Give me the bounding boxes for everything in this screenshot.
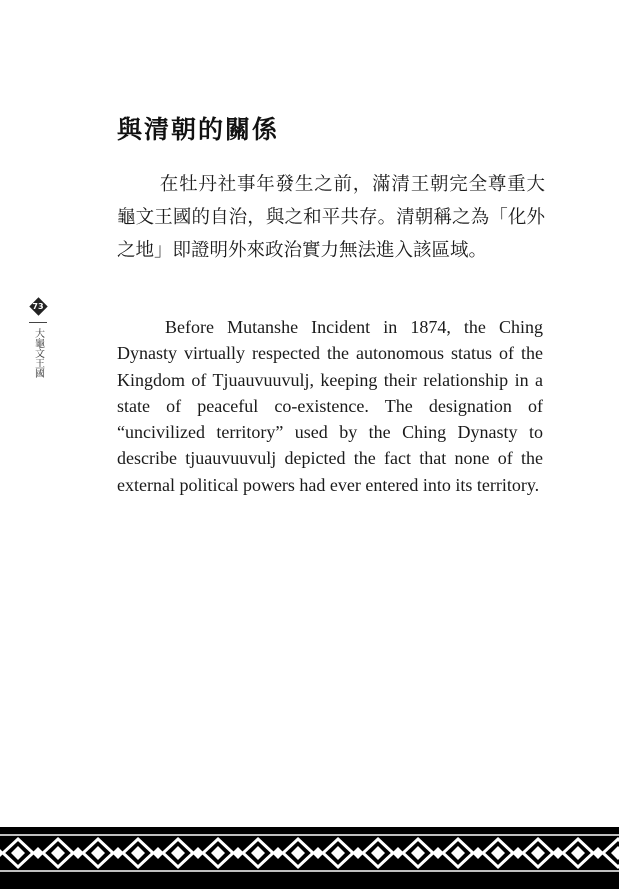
english-paragraph bbox=[117, 314, 543, 498]
diamond-border-pattern bbox=[0, 827, 619, 889]
book-title-vertical: 大龜文王國 bbox=[32, 328, 44, 378]
side-divider bbox=[29, 322, 47, 323]
chinese-paragraph bbox=[117, 168, 545, 267]
english-paragraph-text: Before Mutanshe Incident in 1874, the Ching Dynasty virtually respected the autonomous status of the Kingdom of Tjuauvuuvulj, keeping their relationship in a state of peaceful co-existence. The designation of “uncivilized territory” used by the Ching Dynasty to describe tjuauvuuvulj depicted the fact that none of the external political powers had ever entered into its territory. bbox=[117, 317, 543, 495]
page-number-badge bbox=[28, 296, 48, 316]
chinese-paragraph-text: 在牡丹社事年發生之前，滿清王朝完全尊重大龜文王國的自治，與之和平共存。清朝稱之為「化外之地」即證明外來政治實力無法進入該區域。 bbox=[117, 174, 545, 261]
side-page-marker bbox=[26, 296, 50, 378]
page-number: 73 bbox=[32, 301, 44, 311]
footer-pattern-band bbox=[0, 827, 619, 889]
section-heading: 與清朝的關係 bbox=[117, 115, 280, 144]
